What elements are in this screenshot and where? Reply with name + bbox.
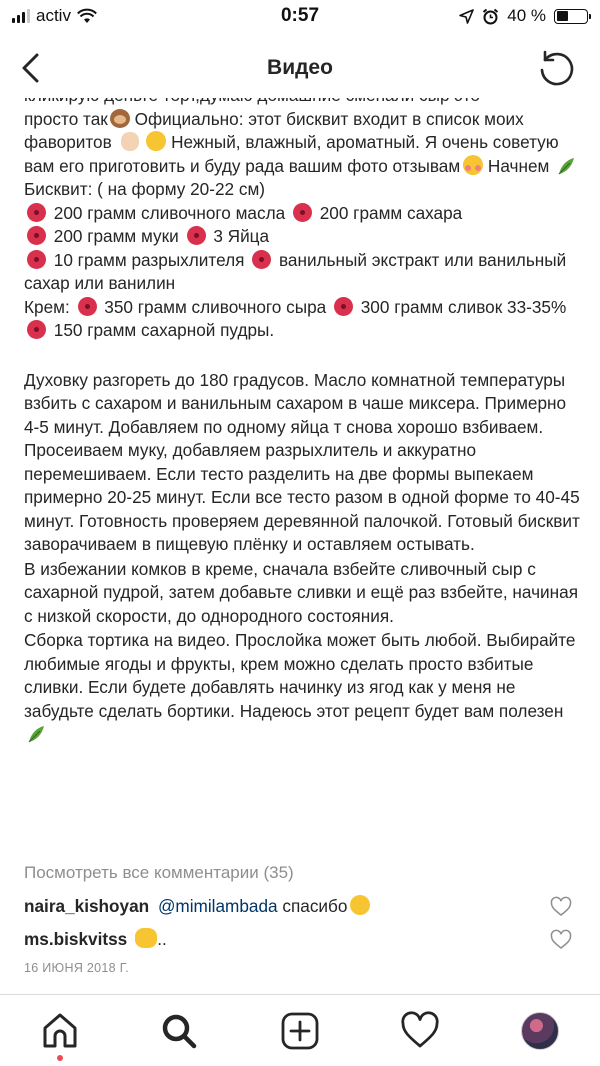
- kissing-face-icon: [463, 155, 483, 175]
- cream-line-2: 150 грамм сахарной пудры.: [24, 319, 584, 343]
- alarm-icon: [482, 8, 499, 25]
- herb-icon: [556, 156, 576, 176]
- view-all-comments-link[interactable]: Посмотреть все комментарии (35): [24, 863, 294, 882]
- hibiscus-icon: [293, 203, 312, 222]
- tab-search[interactable]: [157, 1009, 201, 1053]
- smiling-face-icon: [146, 131, 166, 151]
- see-no-evil-monkey-icon: [110, 109, 130, 128]
- tab-bar: [0, 994, 600, 1066]
- smiling-face-icon: [350, 895, 370, 915]
- profile-avatar: [521, 1012, 559, 1050]
- tab-home[interactable]: [38, 1009, 82, 1053]
- caption-intro: просто так Официально: этот бисквит входит в список моих фаворитов Нежный, влажный, ароматный. Я очень советую вам его приготовить и буду рада вашим фото отзывам Начнем Бисквит: ( на форму 20-22 см): [24, 108, 584, 202]
- comment-username[interactable]: ms.biskvitss: [24, 929, 128, 949]
- ingredient-line-2: 200 грамм муки 3 Яйца: [24, 225, 584, 249]
- heart-icon[interactable]: [550, 897, 572, 917]
- caption-cream-paragraph: В избежании комков в креме, сначала взбейте сливочный сыр с сахарной пудрой, затем добавьте сливки и ещё раз взбейте, начиная с низкой скорости, до однородного состояния.: [24, 558, 579, 626]
- location-arrow-icon: [459, 9, 474, 24]
- page-title: Видео: [267, 56, 333, 79]
- search-icon: [159, 1011, 199, 1051]
- clapping-hands-icon: [135, 928, 157, 948]
- hibiscus-icon: [27, 226, 46, 245]
- add-icon: [280, 1011, 320, 1051]
- post-caption: [24, 84, 584, 747]
- hibiscus-icon: [252, 250, 271, 269]
- caption-oven-paragraph: Духовку разгореть до 180 градусов. Масло комнатной температуры взбить с сахаром и ванильным сахаром в чаше миксера. Примерно 4-5 минут. Добавляем по одному яйца т снова хорошо взбиваем. Просеиваем муку, добавляем разрыхлитель и аккуратно перемешиваем. Если тесто разделить на две формы выпекаем примерно 20-25 минут. Если все тесто разом в одной форме то 40-45 минут. Готовность проверяем деревянной палочкой. Готовый бисквит заворачиваем в пищевую плёнку и оставляем остывать.: [24, 369, 580, 554]
- battery-fill: [557, 11, 569, 21]
- tab-add[interactable]: [278, 1009, 322, 1053]
- status-time: 0:57: [280, 5, 320, 26]
- comment-mention[interactable]: @mimilambada: [157, 896, 278, 916]
- comment-text: ..: [157, 929, 167, 949]
- heart-icon[interactable]: [550, 930, 572, 950]
- hibiscus-icon: [187, 226, 206, 245]
- home-icon: [40, 1011, 80, 1051]
- tab-activity[interactable]: [398, 1009, 442, 1053]
- hibiscus-icon: [27, 203, 46, 222]
- hibiscus-icon: [27, 250, 46, 269]
- hibiscus-icon: [27, 320, 46, 339]
- caption-assembly-paragraph: Сборка тортика на видео. Прослойка может быть любой. Выбирайте любимые ягоды и фрукты, крем можно сделать просто взбитые сливки. Если будете добавлять начинку из ягод как у меня не забудьте сделать бортики. Надеюсь этот рецепт будет вам полезен: [24, 629, 584, 747]
- post-date: 16 ИЮНЯ 2018 Г.: [24, 961, 130, 975]
- nav-bar: [0, 36, 600, 98]
- heart-icon: [400, 1011, 440, 1051]
- comment-text: спасибо: [282, 896, 348, 916]
- battery-icon: [554, 9, 588, 24]
- battery-percent: 40 %: [507, 6, 546, 25]
- herb-icon: [26, 724, 46, 744]
- comment-row: [24, 928, 576, 950]
- hibiscus-icon: [334, 297, 353, 316]
- hibiscus-icon: [78, 297, 97, 316]
- post-content[interactable]: [0, 98, 600, 994]
- status-bar: [0, 0, 600, 36]
- cream-line: Крем: 350 грамм сливочного сыра 300 грамм сливок 33-35%: [24, 296, 567, 317]
- ingredient-line-3: 10 грамм разрыхлителя ванильный экстракт или ванильный сахар или ванилин: [24, 249, 567, 293]
- status-right: [459, 6, 588, 26]
- refresh-icon[interactable]: [534, 46, 578, 90]
- comment-username[interactable]: naira_kishoyan: [24, 896, 150, 916]
- notification-dot: [57, 1055, 63, 1061]
- carrier-name: activ: [36, 6, 71, 25]
- tab-profile[interactable]: [518, 1009, 562, 1053]
- comment-row: [24, 895, 576, 917]
- ok-hand-icon: [121, 132, 139, 151]
- ingredient-line-1: 200 грамм сливочного масла 200 грамм сахара: [24, 202, 584, 226]
